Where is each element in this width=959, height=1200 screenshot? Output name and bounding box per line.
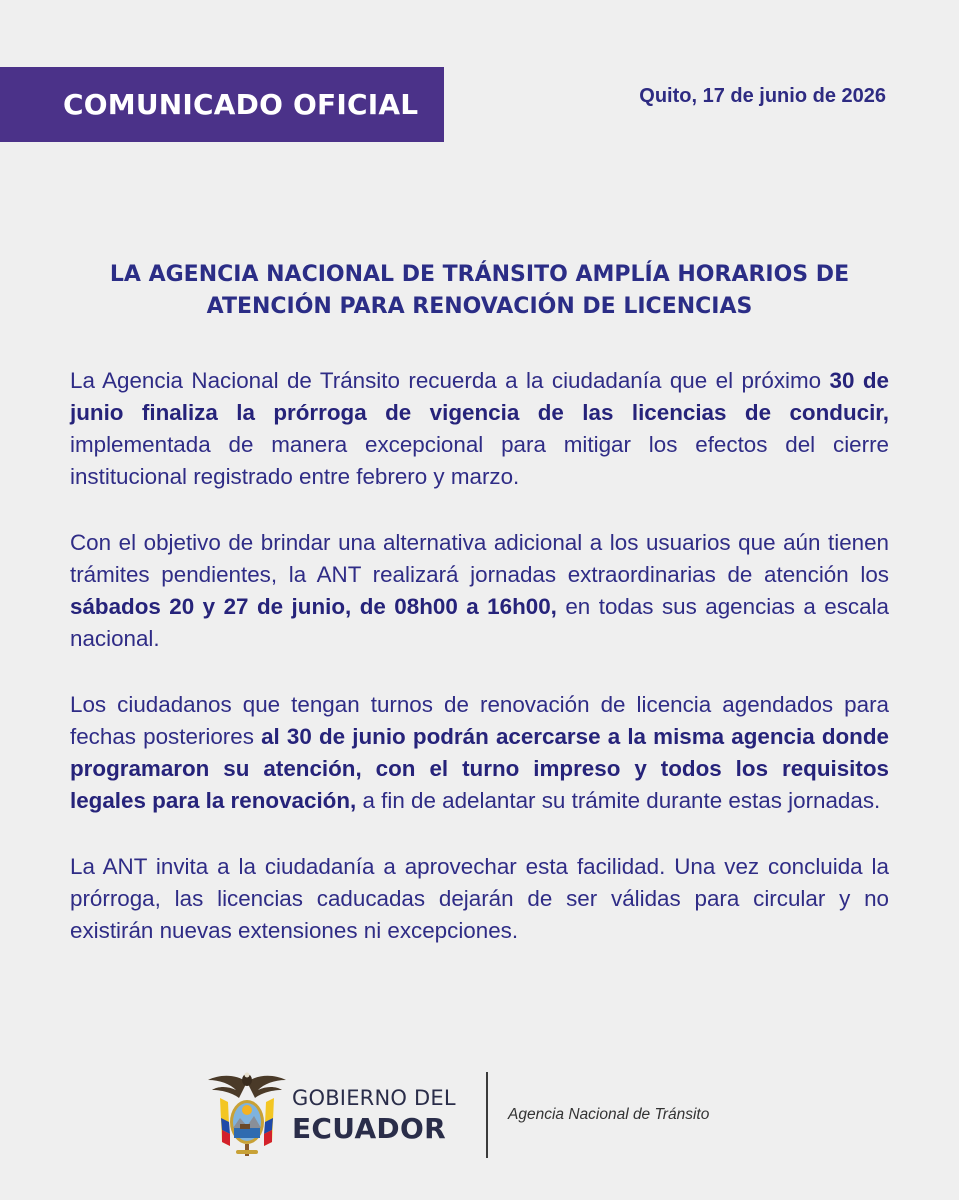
agency-name: Agencia Nacional de Tránsito [508, 1106, 710, 1123]
headline-line-1: LA AGENCIA NACIONAL DE TRÁNSITO AMPLÍA HORARIOS DE [109, 262, 850, 287]
paragraph-3-highlight: al 30 de junio podrán acercarse a la misma agencia donde programaron su atención, con el turno impreso y todos los requisitos legales para la renovación, [70, 724, 889, 813]
paragraph-1 [70, 365, 889, 493]
paragraph-1-text-end: implementada de manera excepcional para mitigar los efectos del cierre institucional registrado entre febrero y marzo. [70, 432, 889, 489]
government-name-line-1: GOBIERNO DEL [292, 1086, 456, 1110]
official-statement-banner [0, 67, 444, 142]
paragraph-3-text-end: a fin de adelantar su trámite durante estas jornadas. [356, 788, 881, 813]
paragraph-2-text-end: en todas sus agencias a escala nacional. [70, 594, 889, 651]
ecuador-coat-of-arms-icon [206, 1068, 288, 1160]
footer-logos [206, 1068, 766, 1160]
paragraph-2-highlight: sábados 20 y 27 de junio, de 08h00 a 16h00, [70, 594, 557, 619]
paragraph-1-text: La Agencia Nacional de Tránsito recuerda a la ciudadanía que el próximo [70, 368, 830, 393]
statement-body [70, 365, 889, 981]
paragraph-2 [70, 527, 889, 655]
paragraph-4: La ANT invita a la ciudadanía a aprovechar esta facilidad. Una vez concluida la prórroga, las licencias caducadas dejarán de ser válidas para circular y no existirán nuevas extensiones ni excepciones. [70, 854, 889, 943]
government-name-line-2: ECUADOR [292, 1112, 446, 1145]
paragraph-3-text: Los ciudadanos que tengan turnos de renovación de licencia agendados para fechas posteriores [70, 692, 889, 749]
paragraph-3 [70, 689, 889, 817]
date-line: Quito, 17 de junio de 2026 [639, 85, 886, 107]
banner-label: COMUNICADO OFICIAL [63, 88, 419, 121]
headline [70, 259, 889, 323]
paragraph-2-text: Con el objetivo de brindar una alternativa adicional a los usuarios que aún tienen trámites pendientes, la ANT realizará jornadas extraordinarias de atención los [70, 530, 889, 587]
headline-line-2: ATENCIÓN PARA RENOVACIÓN DE LICENCIAS [206, 294, 753, 319]
footer-divider [486, 1072, 488, 1158]
paragraph-1-highlight: 30 de junio finaliza la prórroga de vigencia de las licencias de conducir, [70, 368, 890, 425]
